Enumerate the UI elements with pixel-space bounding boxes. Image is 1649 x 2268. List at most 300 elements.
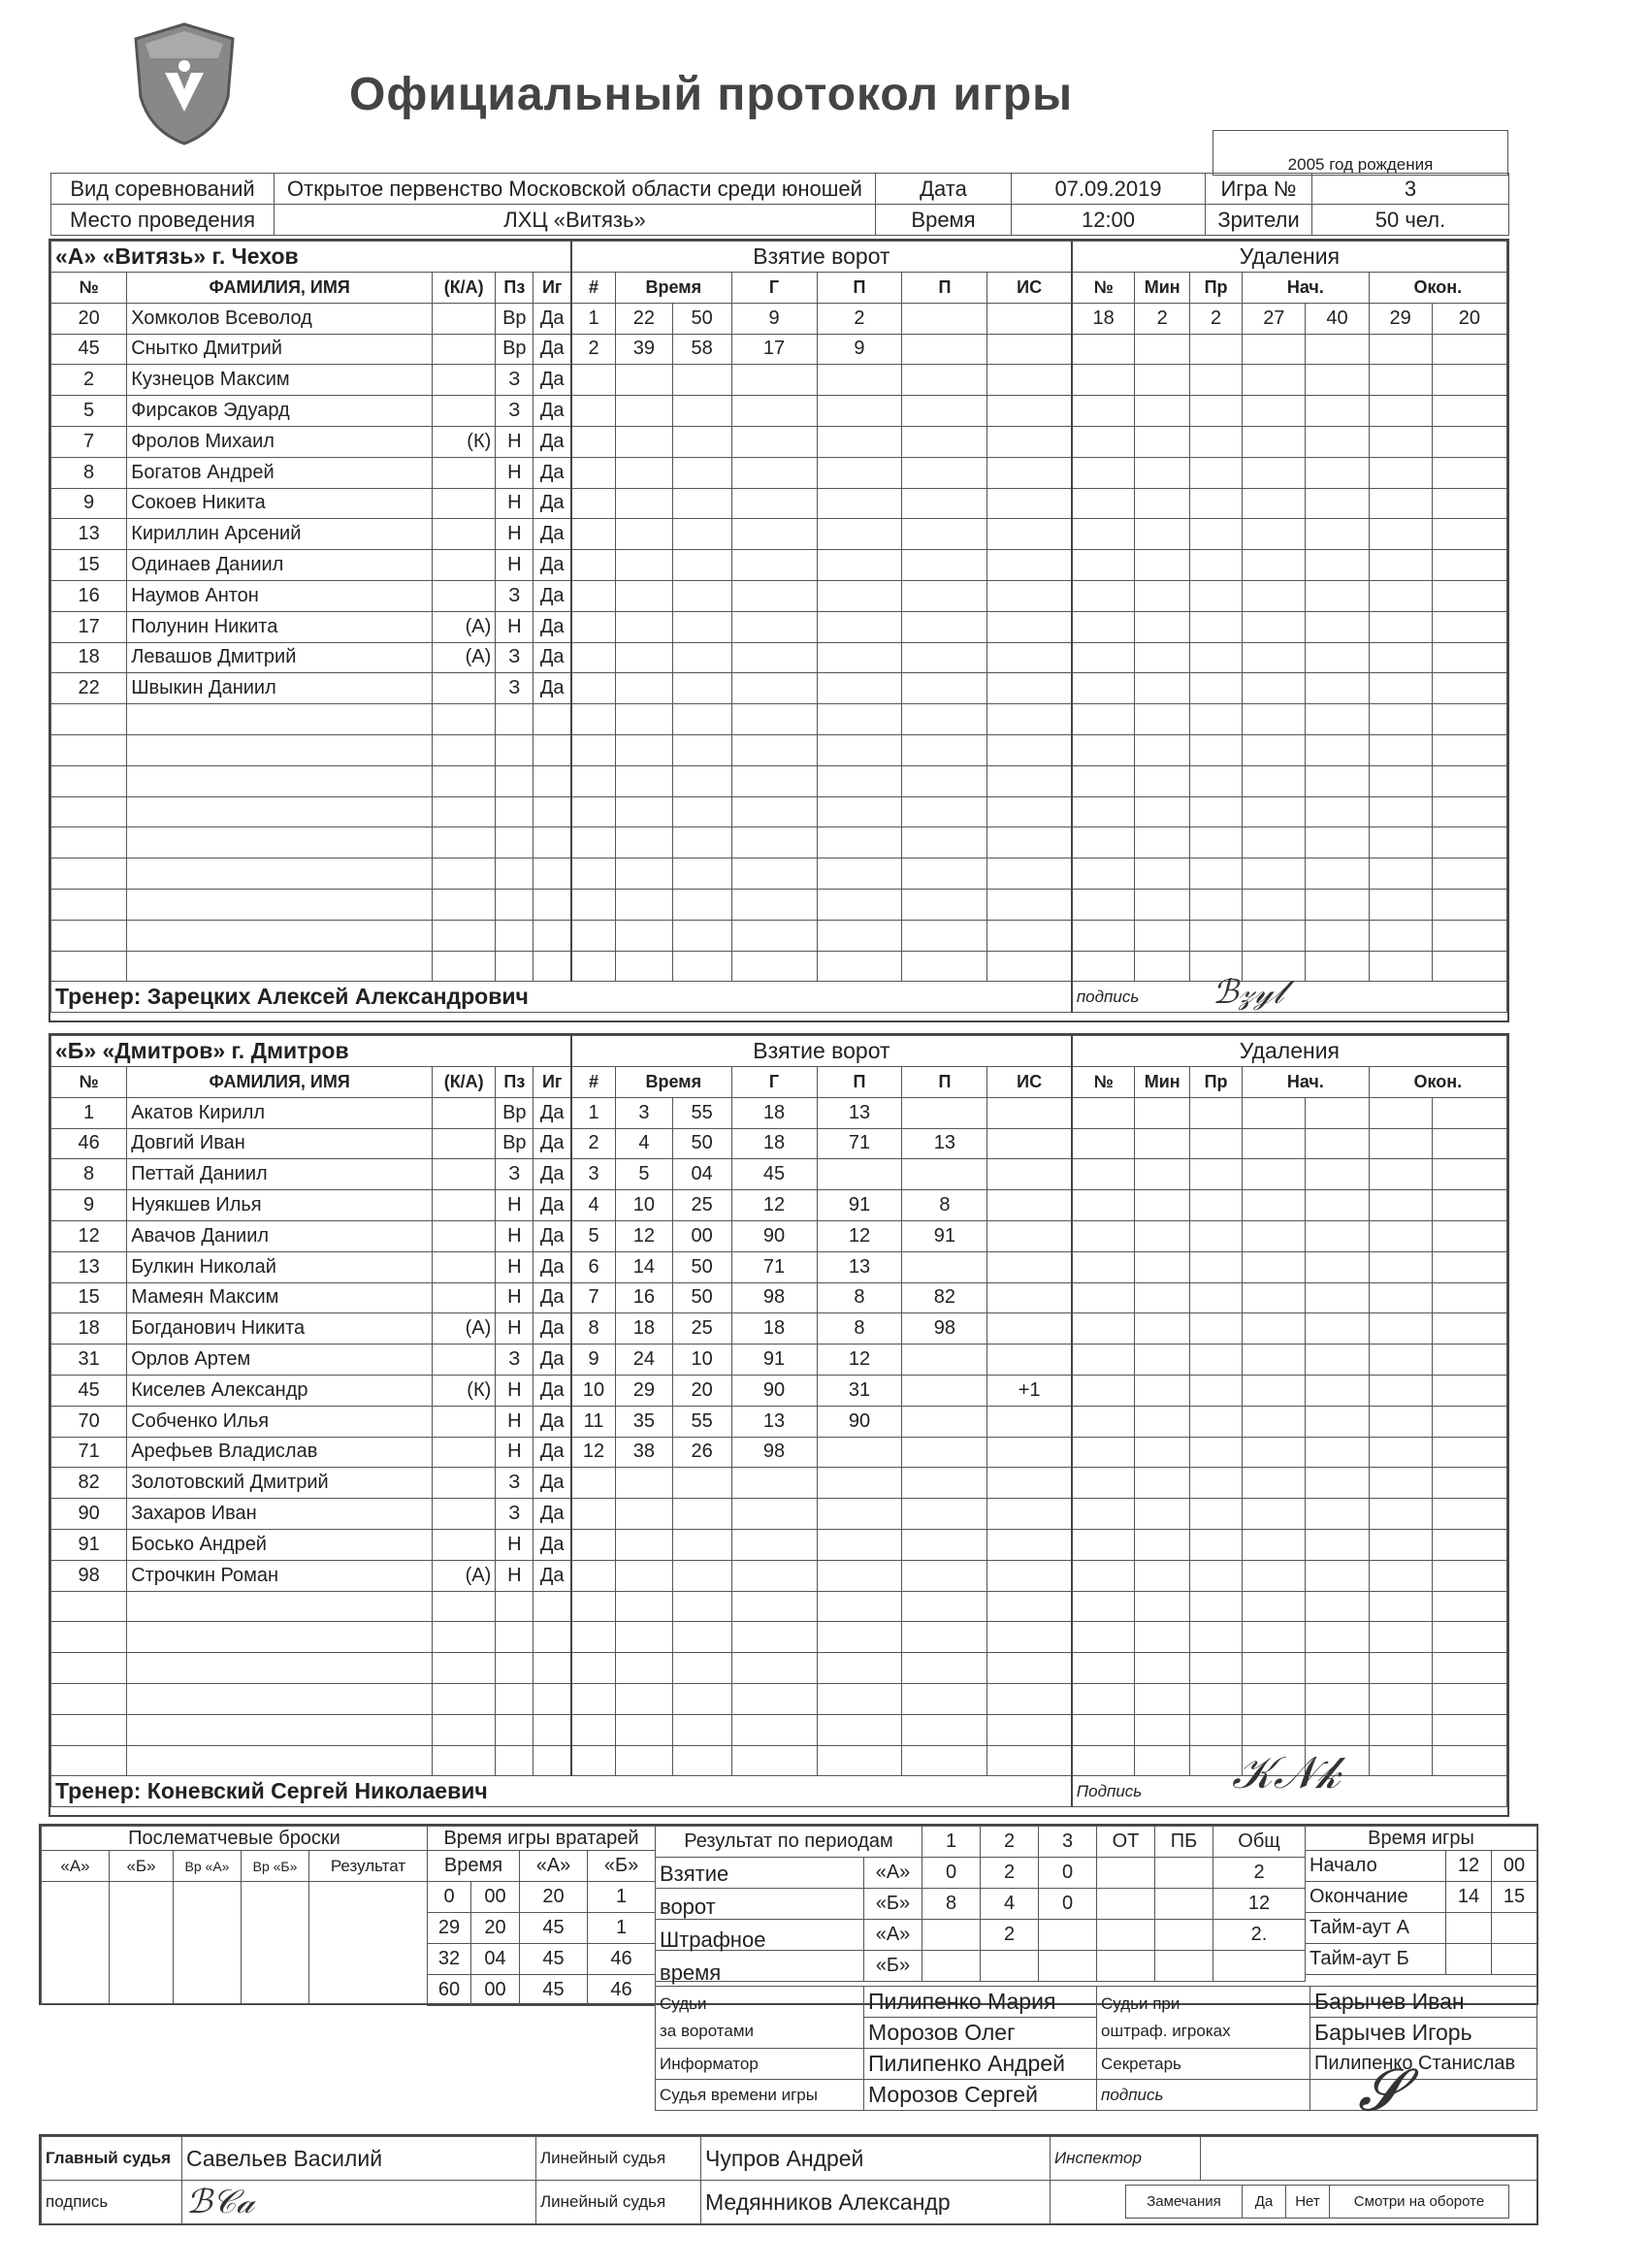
sign-label: подпись [1097, 2080, 1310, 2111]
penalty-player [1072, 519, 1135, 550]
period-value: 0 [1039, 1858, 1097, 1889]
penalty-start-second [1306, 765, 1369, 796]
penalty-end-second [1432, 611, 1506, 642]
goal-scorer [731, 365, 817, 396]
player-row [51, 303, 1507, 334]
penalty-start-minute [1243, 859, 1306, 890]
penalty-player [1072, 1220, 1135, 1251]
penalty-minutes [1135, 1745, 1189, 1776]
player-played: Да [534, 488, 571, 519]
goal-minute: 12 [616, 1220, 673, 1251]
date-value: 07.09.2019 [1012, 174, 1206, 205]
goal-assist-1 [817, 1437, 902, 1468]
penalty-start-minute [1243, 1313, 1306, 1345]
penalty-reason [1189, 1282, 1242, 1313]
goal-assist-1 [817, 1159, 902, 1190]
goal-assist-1 [817, 1714, 902, 1745]
player-number: 5 [51, 396, 127, 427]
penalty-minutes [1135, 1529, 1189, 1560]
penalty-minutes [1135, 1683, 1189, 1714]
col-name: ФАМИЛИЯ, ИМЯ [127, 1066, 433, 1097]
goal-index: 10 [571, 1375, 616, 1406]
penalty-player [1072, 1097, 1135, 1128]
penalty-minutes [1135, 550, 1189, 581]
player-role: (К) [433, 426, 496, 457]
period-value [1097, 1889, 1155, 1920]
penalty-reason [1189, 920, 1242, 951]
penalty-start-minute [1243, 1190, 1306, 1221]
player-played: Да [534, 1468, 571, 1499]
goal-index: 11 [571, 1406, 616, 1437]
penalty-player [1072, 1282, 1135, 1313]
player-position [496, 951, 534, 982]
goal-second [672, 920, 731, 951]
goalie-a-number: 45 [520, 1944, 588, 1975]
penalty-end-second [1432, 1251, 1506, 1282]
penalty-end-minute [1369, 1128, 1432, 1159]
player-role [433, 1653, 496, 1684]
penalty-player [1072, 889, 1135, 920]
player-position [496, 1591, 534, 1622]
penalty-player [1072, 334, 1135, 365]
player-role: (А) [433, 642, 496, 673]
penalty-end-second [1432, 673, 1506, 704]
player-name [127, 1745, 433, 1776]
player-played: Да [534, 1190, 571, 1221]
goal-assist-2 [902, 1653, 987, 1684]
penalty-start-second [1306, 550, 1369, 581]
goal-assist-2 [902, 1437, 987, 1468]
player-name: Хомколов Всеволод [127, 303, 433, 334]
penalty-player [1072, 1622, 1135, 1653]
goal-second [672, 550, 731, 581]
penalty-reason: 2 [1189, 303, 1242, 334]
shootout-col-result: Результат [309, 1851, 428, 1882]
player-position: Н [496, 457, 534, 488]
player-number [51, 1653, 127, 1684]
goalie-time-second: 20 [471, 1913, 520, 1944]
penalty-start-minute [1243, 765, 1306, 796]
penalty-end-second [1432, 1591, 1506, 1622]
goal-assist-2 [902, 1468, 987, 1499]
penalty-start-second [1306, 1282, 1369, 1313]
shootout-col-gk-b: Вр «Б» [242, 1851, 309, 1882]
player-row [51, 1282, 1507, 1313]
periods-title: Результат по периодам [656, 1827, 922, 1858]
penalty-start-second [1306, 365, 1369, 396]
col-number: № [51, 1066, 127, 1097]
goal-minute [616, 1560, 673, 1591]
penalty-end-second [1432, 1159, 1506, 1190]
goal-index [571, 1745, 616, 1776]
goal-scorer: 98 [731, 1282, 817, 1313]
shootout-table [41, 1826, 428, 2004]
penalty-reason [1189, 1468, 1242, 1499]
penalty-end-second [1432, 550, 1506, 581]
player-name: Снытко Дмитрий [127, 334, 433, 365]
penalty-end-second [1432, 1437, 1506, 1468]
period-value [1039, 1920, 1097, 1951]
penalty-start-minute [1243, 457, 1306, 488]
player-position: Н [496, 1282, 534, 1313]
player-position [496, 1745, 534, 1776]
player-position [496, 859, 534, 890]
player-role [433, 1745, 496, 1776]
player-played: Да [534, 1097, 571, 1128]
player-name [127, 765, 433, 796]
penalty-start-second [1306, 1406, 1369, 1437]
player-position: Н [496, 1406, 534, 1437]
player-played: Да [534, 1375, 571, 1406]
player-role [433, 488, 496, 519]
game-time-title: Время игры [1306, 1827, 1537, 1851]
player-name: Золотовский Дмитрий [127, 1468, 433, 1499]
player-number: 22 [51, 673, 127, 704]
penalty-end-second [1432, 765, 1506, 796]
penalty-start-second [1306, 1159, 1369, 1190]
goal-assist-2 [902, 1622, 987, 1653]
goalie-time-col-time: Время [428, 1851, 520, 1882]
player-number [51, 1683, 127, 1714]
penalty-start-second [1306, 1345, 1369, 1376]
penalty-end-minute [1369, 580, 1432, 611]
penalty-end-minute [1369, 365, 1432, 396]
goal-situation [987, 1282, 1072, 1313]
col-goal-index: # [571, 1066, 616, 1097]
remarks-yes[interactable]: Да [1243, 2186, 1286, 2219]
penalty-reason [1189, 1714, 1242, 1745]
player-position [496, 1714, 534, 1745]
empty-row [51, 920, 1507, 951]
goal-situation [987, 1406, 1072, 1437]
remarks-no[interactable]: Нет [1286, 2186, 1330, 2219]
player-name [127, 1653, 433, 1684]
informer-label: Информатор [656, 2049, 864, 2080]
penalty-end-minute [1369, 889, 1432, 920]
competition-label: Вид соревнований [51, 174, 275, 205]
player-position [496, 827, 534, 859]
line-ref-2-name: Медянников Александр [701, 2181, 1051, 2224]
penalty-end-minute [1369, 519, 1432, 550]
penalty-end-second [1432, 396, 1506, 427]
period-row [656, 1858, 1306, 1889]
player-position: Н [496, 1220, 534, 1251]
player-number [51, 889, 127, 920]
player-played: Да [534, 365, 571, 396]
goal-minute [616, 734, 673, 765]
penalty-reason [1189, 796, 1242, 827]
penalty-end-minute [1369, 1251, 1432, 1282]
goal-assist-1 [817, 827, 902, 859]
goal-index: 9 [571, 1345, 616, 1376]
goal-situation [987, 1529, 1072, 1560]
player-played: Да [534, 1128, 571, 1159]
goal-situation [987, 1591, 1072, 1622]
goal-situation [987, 1251, 1072, 1282]
player-role [433, 550, 496, 581]
penalty-start-second [1306, 334, 1369, 365]
penalty-judges-label-2: оштраф. игроках [1101, 2021, 1231, 2040]
goal-situation [987, 1714, 1072, 1745]
birth-year: 2005 год рождения [1213, 131, 1508, 176]
penalty-start-minute [1243, 1653, 1306, 1684]
player-name [127, 796, 433, 827]
goal-second [672, 1622, 731, 1653]
goal-situation [987, 1622, 1072, 1653]
goal-minute [616, 1529, 673, 1560]
period-value [1155, 1951, 1213, 1982]
remarks-table [1125, 2185, 1509, 2219]
goals-label-line-2: ворот [660, 1895, 716, 1919]
empty-row [51, 827, 1507, 859]
player-name: Полунин Никита [127, 611, 433, 642]
goal-assist-1 [817, 426, 902, 457]
player-played: Да [534, 396, 571, 427]
player-played: Да [534, 1313, 571, 1345]
empty-row [51, 734, 1507, 765]
goal-assist-1 [817, 951, 902, 982]
penalty-player [1072, 396, 1135, 427]
goal-index [571, 365, 616, 396]
goal-scorer [731, 1468, 817, 1499]
goal-scorer: 90 [731, 1375, 817, 1406]
goal-minute: 14 [616, 1251, 673, 1282]
penalty-end-minute [1369, 1468, 1432, 1499]
goal-assist-1 [817, 673, 902, 704]
col-penalty-start: Нач. [1243, 1066, 1369, 1097]
player-row [51, 1190, 1507, 1221]
goal-index: 3 [571, 1159, 616, 1190]
goal-scorer [731, 1745, 817, 1776]
goal-minute: 5 [616, 1159, 673, 1190]
goal-assist-2: 82 [902, 1282, 987, 1313]
player-number [51, 1714, 127, 1745]
empty-row [51, 704, 1507, 735]
penalty-end-second [1432, 1622, 1506, 1653]
period-value [922, 1920, 981, 1951]
penalty-player [1072, 1468, 1135, 1499]
goalie-time-row [428, 1944, 656, 1975]
goal-assist-2 [902, 488, 987, 519]
player-name: Наумов Антон [127, 580, 433, 611]
goal-second: 20 [672, 1375, 731, 1406]
player-played: Да [534, 550, 571, 581]
penalty-minutes [1135, 1282, 1189, 1313]
period-head-ot: ОТ [1097, 1827, 1155, 1858]
goal-assist-2 [902, 642, 987, 673]
goal-assist-2 [902, 889, 987, 920]
team-b-penalties-heading: Удаления [1072, 1036, 1507, 1067]
goal-assist-1 [817, 488, 902, 519]
team-a-title: «А» «Витязь» г. Чехов [51, 242, 572, 273]
goal-scorer [731, 550, 817, 581]
player-row [51, 1468, 1507, 1499]
player-number: 91 [51, 1529, 127, 1560]
penalty-start-second [1306, 1375, 1369, 1406]
player-name: Орлов Артем [127, 1345, 433, 1376]
goal-index [571, 426, 616, 457]
goalie-b-number: 1 [588, 1882, 656, 1913]
goal-assist-2 [902, 1714, 987, 1745]
penalty-reason [1189, 1128, 1242, 1159]
penalty-minutes [1135, 796, 1189, 827]
goal-scorer [731, 1591, 817, 1622]
player-played: Да [534, 1220, 571, 1251]
penalty-reason [1189, 1653, 1242, 1684]
penalty-minutes [1135, 457, 1189, 488]
penalty-end-second [1432, 734, 1506, 765]
player-number: 82 [51, 1468, 127, 1499]
goal-scorer: 18 [731, 1128, 817, 1159]
penalty-start-second [1306, 642, 1369, 673]
player-played [534, 734, 571, 765]
penalty-reason [1189, 889, 1242, 920]
penalty-start-second [1306, 1251, 1369, 1282]
goal-scorer [731, 951, 817, 982]
penalty-start-minute [1243, 1159, 1306, 1190]
penalty-start-minute [1243, 1560, 1306, 1591]
player-role: (А) [433, 1560, 496, 1591]
goal-assist-1 [817, 889, 902, 920]
player-played: Да [534, 1560, 571, 1591]
goal-index [571, 1714, 616, 1745]
goalie-b-number: 46 [588, 1975, 656, 2006]
period-row-team: «А» [864, 1858, 922, 1889]
period-row-team: «Б» [864, 1951, 922, 1982]
team-b-goals-heading: Взятие ворот [571, 1036, 1072, 1067]
player-position: Н [496, 1529, 534, 1560]
player-role [433, 1251, 496, 1282]
player-row [51, 1529, 1507, 1560]
goal-assist-1: 91 [817, 1190, 902, 1221]
goal-second: 55 [672, 1406, 731, 1437]
player-number [51, 920, 127, 951]
player-role: (А) [433, 1313, 496, 1345]
penalty-end-second [1432, 1406, 1506, 1437]
penalty-reason [1189, 642, 1242, 673]
goal-index [571, 796, 616, 827]
player-played: Да [534, 1159, 571, 1190]
penalty-end-second [1432, 334, 1506, 365]
player-name: Арефьев Владислав [127, 1437, 433, 1468]
player-position: З [496, 642, 534, 673]
goal-assist-2 [902, 1591, 987, 1622]
goal-minute [616, 704, 673, 735]
player-row [51, 1251, 1507, 1282]
goal-second [672, 642, 731, 673]
goal-assist-2 [902, 457, 987, 488]
penalty-start-second [1306, 796, 1369, 827]
penalty-end-second [1432, 457, 1506, 488]
timekeeper-label: Судья времени игры [656, 2080, 864, 2111]
player-name: Одинаев Даниил [127, 550, 433, 581]
player-row [51, 1437, 1507, 1468]
player-row [51, 1220, 1507, 1251]
penalty-minutes [1135, 765, 1189, 796]
player-name: Довгий Иван [127, 1128, 433, 1159]
col-goal-scorer: Г [731, 1066, 817, 1097]
penalty-reason [1189, 1591, 1242, 1622]
penalty-end-minute [1369, 1499, 1432, 1530]
goal-minute [616, 1468, 673, 1499]
penalty-start-minute [1243, 1591, 1306, 1622]
goal-assist-1: 8 [817, 1282, 902, 1313]
period-head-total: Общ [1213, 1827, 1306, 1858]
penalty-end-second: 20 [1432, 303, 1506, 334]
goal-second [672, 1499, 731, 1530]
col-penalty-reason: Пр [1189, 272, 1242, 303]
player-role [433, 396, 496, 427]
player-number: 12 [51, 1220, 127, 1251]
goal-index: 8 [571, 1313, 616, 1345]
penalty-start-minute [1243, 1406, 1306, 1437]
goal-assist-1: 8 [817, 1313, 902, 1345]
penalty-minutes [1135, 580, 1189, 611]
goal-index [571, 457, 616, 488]
goal-scorer: 9 [731, 303, 817, 334]
player-name [127, 889, 433, 920]
player-played: Да [534, 334, 571, 365]
penalty-player [1072, 1653, 1135, 1684]
goal-second: 50 [672, 1282, 731, 1313]
penalty-start-second [1306, 611, 1369, 642]
penalty-minutes [1135, 889, 1189, 920]
penalty-player [1072, 1560, 1135, 1591]
player-position: Н [496, 1251, 534, 1282]
goal-minute [616, 765, 673, 796]
goal-second [672, 1683, 731, 1714]
goal-assist-1: 9 [817, 334, 902, 365]
goal-index [571, 611, 616, 642]
penalty-start-minute [1243, 550, 1306, 581]
shootout-title: Послематчевые броски [42, 1827, 428, 1851]
goal-assist-2 [902, 827, 987, 859]
penalty-start-minute [1243, 734, 1306, 765]
player-role [433, 796, 496, 827]
player-played [534, 859, 571, 890]
player-name: Строчкин Роман [127, 1560, 433, 1591]
goal-index [571, 550, 616, 581]
penalty-end-second [1432, 426, 1506, 457]
penalty-end-second [1432, 1097, 1506, 1128]
penalty-reason [1189, 580, 1242, 611]
player-number [51, 859, 127, 890]
goal-index [571, 1529, 616, 1560]
goal-second [672, 704, 731, 735]
penalty-reason [1189, 827, 1242, 859]
player-position [496, 1683, 534, 1714]
goal-assist-2 [902, 734, 987, 765]
team-a-coach-signature-icon: ℬ𝓏𝓎𝓁 [1212, 973, 1284, 1012]
player-role [433, 673, 496, 704]
penalty-player [1072, 1499, 1135, 1530]
penalty-minutes [1135, 1159, 1189, 1190]
player-position: Н [496, 519, 534, 550]
player-name [127, 1622, 433, 1653]
penalty-end-second [1432, 1499, 1506, 1530]
game-end-label: Окончание [1306, 1882, 1446, 1913]
period-value [1097, 1920, 1155, 1951]
player-name: Босько Андрей [127, 1529, 433, 1560]
goal-assist-1: 12 [817, 1220, 902, 1251]
penalty-reason [1189, 457, 1242, 488]
penalty-minutes [1135, 1560, 1189, 1591]
goal-scorer: 90 [731, 1220, 817, 1251]
player-name [127, 920, 433, 951]
penalty-reason [1189, 396, 1242, 427]
penalty-start-minute [1243, 673, 1306, 704]
player-number: 15 [51, 550, 127, 581]
